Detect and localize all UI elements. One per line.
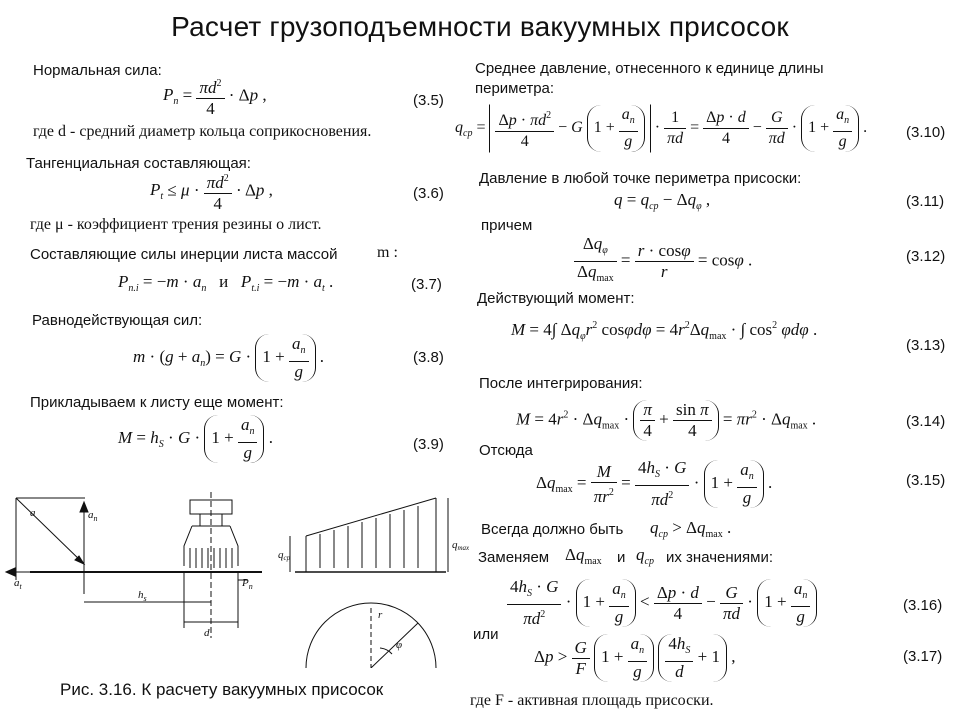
eq-number-3-16: (3.16) (903, 597, 943, 614)
eq-number-3-8: (3.8) (413, 349, 444, 366)
inertia-mass-symbol: m : (377, 244, 398, 261)
replace-symbol-dq: $\Delta q_{max}$ (565, 545, 602, 567)
formula-3-10: $q_{cp}$ = $\frac{\Delta p \cdot \pi d^2}{4}$ − G 1 + $\frac{a_n}{g}$ · $\frac{1}{\pi d}$ = $\frac{\Delta p \cdot d}{4}$ − $\frac{G}{\pi d}$ · 1 + $\frac{a_n}{g}$ . (455, 104, 867, 153)
eq-number-3-13: (3.13) (906, 337, 946, 354)
moment-label-right: Действующий момент: (477, 290, 635, 307)
always-label: Всегда должно быть (481, 521, 624, 538)
eq-number-3-9: (3.9) (413, 436, 444, 453)
formula-3-14: $M = 4r^2 \cdot \Delta q_{max}$ · $\frac{\pi}{4}$ + $\frac{\text{sin π}}{4}$ = $\pi r^2 \cdot \Delta q_{max}$ . (516, 400, 817, 440)
eq-number-3-17: (3.17) (903, 648, 943, 665)
svg-text:Pn: $P_n$ (242, 577, 253, 591)
after-integration-label: После интегрирования: (479, 375, 643, 392)
formula-3-15: $\Delta q_{max}$ = $\frac{M}{\pi r^2}$ = $\frac{4h_S \cdot G}{\pi d^2}$ · 1 + $\frac{a_n}{g}$ . (536, 458, 773, 509)
note-mu: где μ - коэффициент трения резины о лист. (30, 216, 322, 233)
svg-text:at: $a_t$ (14, 577, 22, 591)
eq-number-3-12: (3.12) (906, 248, 946, 265)
svg-text:r: r (378, 609, 383, 621)
moment-label-left: Прикладываем к листу еще момент: (30, 394, 284, 411)
replace-label: Заменяем (478, 549, 550, 566)
svg-text:qmax: qmax (452, 539, 470, 552)
normal-force-label: Нормальная сила: (33, 62, 162, 79)
pressure-distribution-drawing (290, 498, 448, 668)
svg-text:φ: φ (396, 639, 403, 651)
figure-3-16 (0, 488, 470, 668)
inertia-label: Составляющие силы инерции листа массой (30, 246, 338, 263)
whereas-label: причем (481, 217, 533, 234)
resultant-label: Равнодействующая сил: (32, 312, 203, 329)
tangential-label: Тангенциальная составляющая: (26, 155, 251, 172)
formula-3-13: M = 4∫ $\Delta q_\varphi r^2$ $\cos\varphi d\varphi = 4r^2\Delta q_{max}$ · ∫ $\cos^2 \varphi d\varphi$ . (511, 320, 818, 342)
avg-pressure-label-1: Среднее давление, отнесенного к единице длины (475, 60, 824, 77)
eq-number-3-14: (3.14) (906, 413, 946, 430)
suction-cup-drawing (30, 492, 262, 638)
eq-number-3-5: (3.5) (413, 92, 444, 109)
formula-3-16: $\frac{4h_S \cdot G}{\pi d^2}$ · 1 + $\frac{a_n}{g}$ < $\frac{\Delta p \cdot d}{4}$ − $\frac{G}{\pi d}$ · 1 + $\frac{a_n}{g}$ (507, 577, 817, 629)
formula-3-6: $P_t \le \mu$ · $\frac{\pi d^2}{4}$ · Δp , (150, 169, 273, 214)
eq-number-3-6: (3.6) (413, 185, 444, 202)
eq-number-3-11: (3.11) (906, 193, 945, 210)
formula-3-7: $P_{n.i} = -m \cdot a_n$ и $P_{t.i} = -m \cdot a_t$ . (118, 272, 334, 294)
formula-inequality: $q_{cp} > \Delta q_{max}$ . (650, 518, 732, 540)
formula-3-8: $m \cdot (g + a_n) = G \cdot 1$ + $\frac{a_n}{g}$ . (133, 334, 324, 381)
replace-and: и (617, 549, 626, 566)
figure-caption: Рис. 3.16. К расчету вакуумных присосок (60, 680, 384, 699)
formula-3-12: $\frac{\Delta q_\varphi}{\Delta q_{max}}$ = $\frac{r \cdot \cos\varphi}{r}$ = cosφ . (574, 234, 752, 289)
svg-text:an: $a_n$ (88, 509, 98, 523)
formula-3-9: $M = h_S \cdot G \cdot 1$ + $\frac{a_n}{g}$ . (118, 415, 273, 462)
hence-label: Отсюда (479, 442, 533, 459)
replace-tail: их значениями: (666, 549, 774, 566)
inertia-and: и (219, 272, 229, 291)
svg-text:d: d (204, 627, 210, 639)
or-label: или (473, 626, 499, 643)
eq-number-3-7: (3.7) (411, 276, 442, 293)
svg-text:qcp: qcp (278, 549, 291, 562)
replace-symbol-qcp: $q_{cp}$ (636, 545, 654, 567)
avg-pressure-label-2: периметра: (475, 80, 555, 97)
note-F: где F - активная площадь присоски. (470, 692, 714, 709)
svg-text:hs: $h_s$ (138, 589, 147, 603)
slide-title: Расчет грузоподъемности вакуумных присосок (171, 11, 789, 42)
point-pressure-label: Давление в любой точке периметра присоски: (479, 170, 802, 187)
svg-text:a: a (30, 507, 36, 519)
eq-number-3-10: (3.10) (906, 124, 946, 141)
formula-3-5: $P_n$ = $\frac{\pi d^2}{4}$ · Δp , (163, 74, 267, 119)
note-d: где d - средний диаметр кольца соприкосновения. (33, 123, 372, 140)
eq-number-3-15: (3.15) (906, 472, 946, 489)
formula-3-17: Δp > $\frac{G}{F}$ 1 + $\frac{a_n}{g}$ $\frac{4h_S}{d}$ + 1 , (534, 634, 736, 681)
formula-3-11: $q = q_{cp} - \Delta q_\varphi$ , (614, 190, 711, 212)
